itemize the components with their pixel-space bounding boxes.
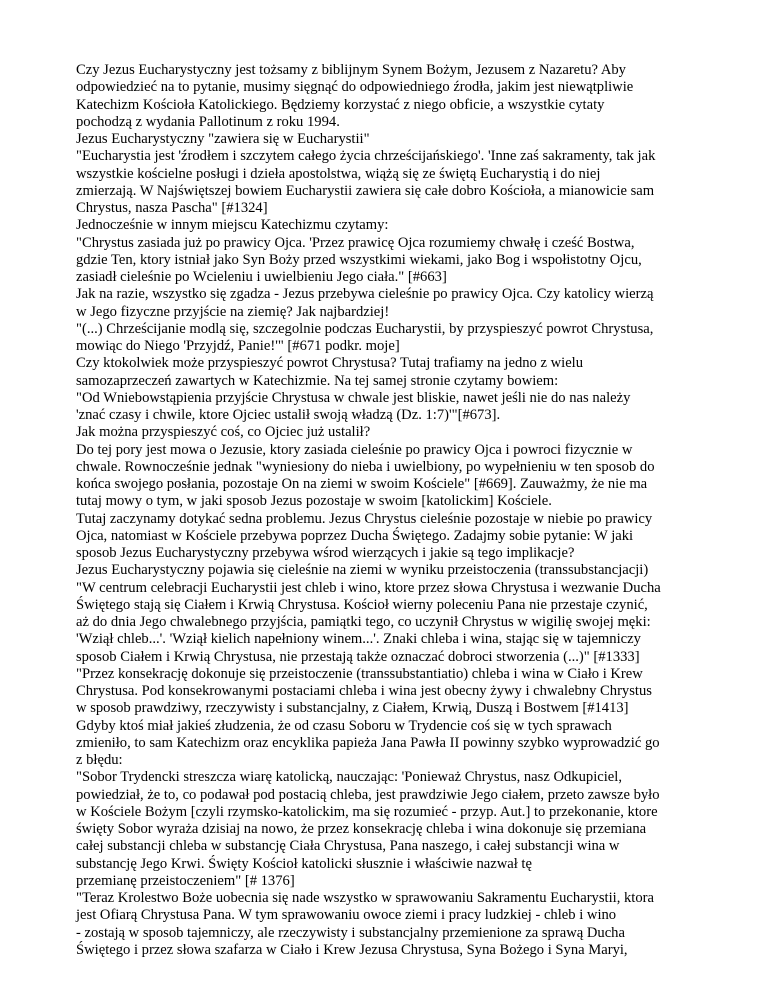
text-line: sposob Ciałem i Krwią Chrystusa, nie przestają także oznaczać dobroci stworzenia (...)" [#1333]: [76, 648, 640, 665]
text-line: Świętego stają się Ciałem i Krwią Chrystusa. Kościoł wierny poleceniu Pana nie przestaje czynić,: [76, 596, 648, 613]
text-line: gdzie Ten, ktory istniał jako Syn Boży przed wszystkimi wiekami, jako Bog i wspołistotny Ojcu,: [76, 251, 642, 268]
text-line: w Jego fizyczne przyjście na ziemię? Jak najbardziej!: [76, 303, 390, 320]
document-body: [76, 62, 716, 959]
text-line: Jak można przyspieszyć coś, co Ojciec już ustalił?: [76, 424, 371, 441]
text-line: Do tej pory jest mowa o Jezusie, ktory zasiada cieleśnie po prawicy Ojca i powroci fizycznie w: [76, 441, 633, 458]
text-line: święty Sobor wyraża dzisiaj na nowo, że przez konsekrację chleba i wina dokonuje się przemiana: [76, 821, 647, 837]
text-line: z błędu:: [76, 752, 123, 768]
text-line: sposob Jezus Eucharystyczny przebywa wśrod wierzących i jakie są tego implikacje?: [76, 545, 575, 561]
text-line: Tutaj zaczynamy dotykać sedna problemu. Jezus Chrystus cieleśnie pozostaje w niebie po prawicy: [76, 510, 653, 527]
text-line: Gdyby ktoś miał jakieś złudzenia, że od czasu Soboru w Trydencie coś się w tych sprawach: [76, 717, 612, 734]
text-line: chwale. Rownocześnie jednak "wyniesiony do nieba i uwielbiony, po wypełnieniu w ten sposob do: [76, 458, 655, 475]
text-line: "Od Wniebowstąpienia przyjście Chrystusa w chwale jest bliskie, nawet jeśli nie do nas należy: [76, 389, 631, 406]
text-line: odpowiedzieć na to pytanie, musimy sięgnąć do odpowiedniego źrodła, jakim jest niewątpliwie: [76, 79, 634, 96]
text-line: tutaj mowy o tym, w jaki sposob Jezus pozostaje w swoim [katolickim] Kościele.: [76, 493, 552, 510]
text-line: Jednocześnie w innym miejscu Katechizmu czytamy:: [76, 217, 389, 234]
text-line: "Eucharystia jest 'źrodłem i szczytem całego życia chrześcijańskiego'. 'Inne zaś sakramenty, tak jak: [76, 148, 656, 165]
text-line: przemianę przeistoczeniem" [# 1376]: [76, 872, 295, 889]
text-line: mowiąc do Niego 'Przyjdź, Panie!'" [#671 podkr. moje]: [76, 338, 400, 354]
text-line: Jezus Eucharystyczny "zawiera się w Eucharystii": [76, 131, 370, 147]
text-line: w Kościele Bożym [czyli rzymsko-katolickim, ma się rozumieć - przyp. Aut.] to przekonanie, ktore: [76, 803, 658, 820]
text-line: samozaprzeczeń zawartych w Katechizmie. Na tej samej stronie czytamy bowiem:: [76, 372, 559, 389]
text-line: w sposob prawdziwy, rzeczywisty i substancjalny, z Ciałem, Krwią, Duszą i Bostwem [#1413]: [76, 700, 629, 717]
text-line: substancję Jego Krwi. Święty Kościoł katolicki słusznie i właściwie nazwał tę: [76, 855, 532, 872]
text-line: pochodzą z wydania Pallotinum z roku 1994.: [76, 113, 340, 130]
text-line: "Chrystus zasiada już po prawicy Ojca. 'Przez prawicę Ojca rozumiemy chwałę i cześć Bostwa,: [76, 234, 635, 251]
text-line: końca swojego posłania, pozostaje On na ziemi w swoim Kościele" [#669]. Zauważmy, że nie ma: [76, 476, 648, 492]
text-line: Chrystus, nasza Pascha" [#1324]: [76, 200, 268, 216]
text-line: zmieniło, to sam Katechizm oraz encyklika papieża Jana Pawła II powinny szybko wyprowadzić go: [76, 734, 660, 751]
text-line: Czy Jezus Eucharystyczny jest tożsamy z biblijnym Synem Bożym, Jezusem z Nazaretu? Aby: [76, 62, 626, 78]
text-line: Chrystusa. Pod konsekrowanymi postaciami chleba i wina jest obecny żywy i chwalebny Chrystus: [76, 683, 652, 699]
text-line: Ojca, natomiast w Kościele przebywa poprzez Ducha Świętego. Zadajmy sobie pytanie: W jaki: [76, 527, 634, 544]
text-line: Jezus Eucharystyczny pojawia się cieleśnie na ziemi w wyniku przeistoczenia (transsubstancjacji): [76, 562, 649, 579]
text-line: Świętego i przez słowa szafarza w Ciało i Krew Jezusa Chrystusa, Syna Bożego i Syna Maryi,: [76, 941, 628, 958]
text-line: aż do dnia Jego chwalebnego przyjścia, pamiątki tego, co uczynił Chrystus w wigilię swojej męki:: [76, 614, 651, 630]
text-line: całej substancji chleba w substancję Ciała Chrystusa, Pana naszego, i całej substancji wina w: [76, 838, 620, 855]
text-line: "(...) Chrześcijanie modlą się, szczegolnie podczas Eucharystii, by przyspieszyć powrot Chrystusa,: [76, 320, 654, 337]
text-line: powiedział, że to, co podawał pod postacią chleba, jest prawdziwie Jego ciałem, przeto zawsze było: [76, 786, 660, 803]
text-line: Jak na razie, wszystko się zgadza - Jezus przebywa cieleśnie po prawicy Ojca. Czy katolicy wierzą: [76, 286, 654, 303]
text-line: 'znać czasy i chwile, ktore Ojciec ustalił swoją władzą (Dz. 1:7)'"[#673].: [76, 407, 501, 423]
text-line: Katechizm Kościoła Katolickiego. Będziemy korzystać z niego obficie, a wszystkie cytaty: [76, 96, 605, 113]
text-line: jest Ofiarą Chrystusa Pana. W tym sprawowaniu owoce ziemi i pracy ludzkiej - chleb i wino: [76, 907, 617, 924]
text-line: "Sobor Trydencki streszcza wiarę katolicką, nauczając: 'Ponieważ Chrystus, nasz Odkupiciel,: [76, 769, 622, 786]
text-line: wszystkie kościelne posługi i dzieła apostolstwa, wiążą się ze świętą Eucharystią i do niej: [76, 165, 601, 182]
text-line: Czy ktokolwiek może przyspieszyć powrot Chrystusa? Tutaj trafiamy na jedno z wielu: [76, 355, 584, 372]
text-line: "W centrum celebracji Eucharystii jest chleb i wino, ktore przez słowa Chrystusa i wezwanie Ducha: [76, 579, 661, 596]
text-line: zasiadł cieleśnie po Wcieleniu i uwielbieniu Jego ciała." [#663]: [76, 269, 447, 285]
text-line: "Teraz Krolestwo Boże uobecnia się nade wszystko w sprawowaniu Sakramentu Eucharystii, ktora: [76, 890, 654, 906]
text-line: 'Wziął chleb...'. 'Wziął kielich napełniony winem...'. Znaki chleba i wina, stając się w tajemniczy: [76, 631, 641, 648]
text-line: "Przez konsekrację dokonuje się przeistoczenie (transsubstantiatio) chleba i wina w Ciało i Krew: [76, 665, 643, 682]
text-line: - zostają w sposob tajemniczy, ale rzeczywisty i substancjalny przemienione za sprawą Ducha: [76, 924, 625, 941]
text-line: zmierzają. W Najświętszej bowiem Eucharystii zawiera się całe dobro Kościoła, a mianowicie sam: [76, 182, 655, 199]
